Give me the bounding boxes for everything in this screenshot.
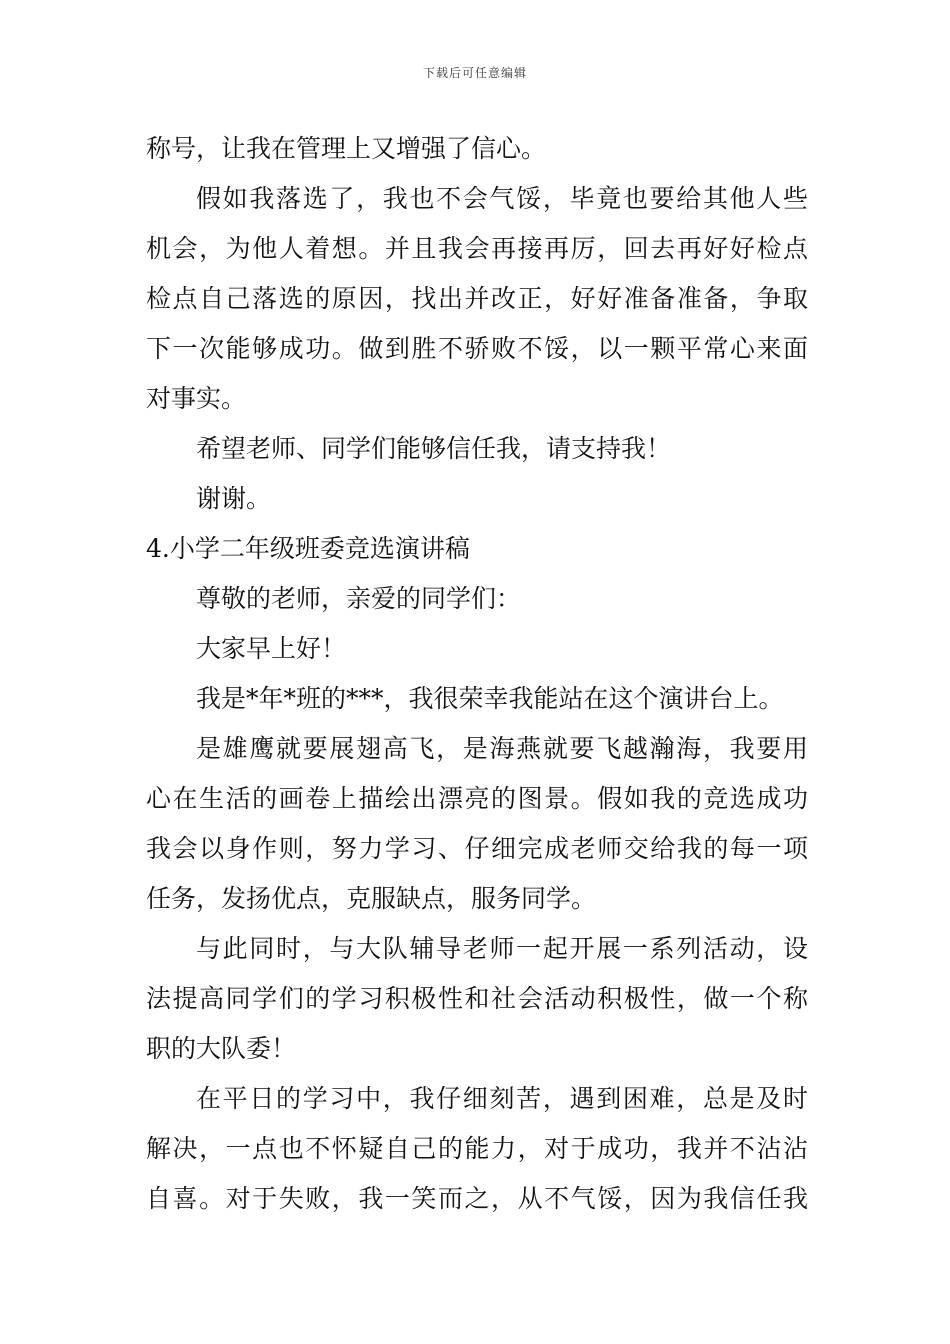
text-line: 大家早上好！ xyxy=(196,634,347,663)
text-line: 职的大队委！ xyxy=(146,1034,297,1063)
text-line: 我是*年*班的***，我很荣幸我能站在这个演讲台上。 xyxy=(196,684,784,713)
text-line: 自喜。对于失败，我一笑而之，从不气馁，因为我信任我 xyxy=(146,1184,808,1213)
text-line: 心在生活的画卷上描绘出漂亮的图景。假如我的竞选成功 xyxy=(146,784,808,813)
document-body xyxy=(146,124,808,1224)
section-heading: 4.小学二年级班委竞选演讲稿 xyxy=(146,534,470,563)
text-line: 称号，让我在管理上又增强了信心。 xyxy=(146,134,547,163)
text-line: 在平日的学习中，我仔细刻苦，遇到困难，总是及时 xyxy=(196,1084,808,1113)
text-line: 机会，为他人着想。并且我会再接再厉，回去再好好检点 xyxy=(146,234,808,263)
page-header: 下载后可任意编辑 xyxy=(422,66,527,80)
text-line: 是雄鹰就要展翅高飞，是海燕就要飞越瀚海，我要用 xyxy=(196,734,808,763)
text-line: 对事实。 xyxy=(146,384,247,413)
text-line: 尊敬的老师，亲爱的同学们： xyxy=(196,584,522,613)
text-line: 法提高同学们的学习积极性和社会活动积极性，做一个称 xyxy=(146,984,808,1013)
text-line: 假如我落选了，我也不会气馁，毕竟也要给其他人些 xyxy=(196,184,808,213)
text-line: 希望老师、同学们能够信任我，请支持我！ xyxy=(196,434,672,463)
text-line: 我会以身作则，努力学习、仔细完成老师交给我的每一项 xyxy=(146,834,808,863)
text-line: 解决，一点也不怀疑自己的能力，对于成功，我并不沾沾 xyxy=(146,1134,808,1163)
text-line: 谢谢。 xyxy=(196,484,272,513)
text-line: 下一次能够成功。做到胜不骄败不馁，以一颗平常心来面 xyxy=(146,334,808,363)
text-line: 检点自己落选的原因，找出并改正，好好准备准备，争取 xyxy=(146,284,808,313)
text-line: 任务，发扬优点，克服缺点，服务同学。 xyxy=(146,884,597,913)
text-line: 与此同时，与大队辅导老师一起开展一系列活动，设 xyxy=(196,934,808,963)
